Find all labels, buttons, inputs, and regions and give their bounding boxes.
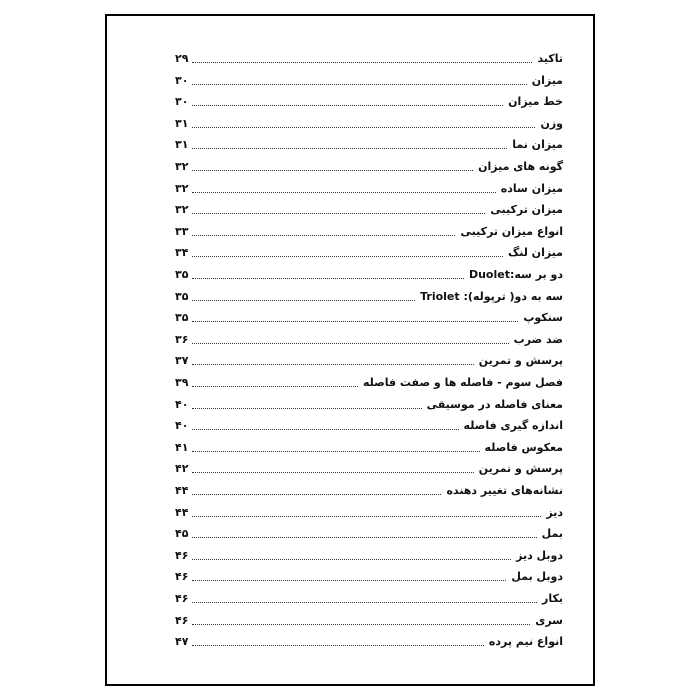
toc-dot-leader <box>192 126 535 128</box>
toc-entry <box>175 303 563 325</box>
toc-entry-page-number: ۴۲ <box>175 462 189 476</box>
toc-entry-page-number: ۴۵ <box>175 527 189 541</box>
toc-entry-page-number: ۴۶ <box>175 613 189 627</box>
toc-entry <box>175 109 563 131</box>
toc-dot-leader <box>192 601 537 603</box>
toc-entry-title: بکار <box>542 592 563 605</box>
toc-entry <box>175 282 563 304</box>
toc-entry-title: انواع نیم پرده <box>488 635 563 649</box>
toc-entry-page-number: ۳۵ <box>175 268 189 281</box>
toc-entry-title: دو بر سه:Duolet <box>468 268 563 281</box>
toc-dot-leader <box>192 104 503 106</box>
toc-dot-leader <box>192 320 518 322</box>
toc-entry-title: سه به دو( ترپوله): Triolet <box>420 289 563 303</box>
toc-dot-leader <box>192 147 507 149</box>
toc-entry-title: دوبل دیز <box>516 548 563 562</box>
toc-entry-title: معنای فاصله در موسیقی <box>426 397 563 411</box>
toc-entry-page-number: ۳۲ <box>175 203 189 217</box>
toc-entry <box>175 217 563 239</box>
toc-entry-title: انواع میزان ترکیبی <box>460 224 563 238</box>
toc-entry-page-number: ۴۶ <box>175 548 189 562</box>
toc-entry <box>175 562 563 584</box>
toc-entry <box>175 346 563 368</box>
table-of-contents <box>107 16 593 684</box>
toc-entry <box>175 476 563 498</box>
toc-entry <box>175 541 563 563</box>
toc-dot-leader <box>192 169 473 171</box>
toc-entry-title: دیز <box>546 505 563 519</box>
toc-entry-page-number: ۴۴ <box>175 484 189 497</box>
toc-entry-title: تاکید <box>537 52 563 65</box>
toc-entry-page-number: ۳۱ <box>175 138 189 152</box>
toc-entry <box>175 498 563 520</box>
toc-entry-title: میزان ترکیبی <box>490 203 563 217</box>
toc-dot-leader <box>192 558 511 560</box>
toc-entry <box>175 66 563 88</box>
toc-dot-leader <box>192 493 441 495</box>
toc-entry-page-number: ۳۹ <box>175 376 189 389</box>
toc-entry-page-number: ۳۱ <box>175 116 189 130</box>
toc-dot-leader <box>192 515 541 517</box>
toc-dot-leader <box>192 212 485 214</box>
toc-entry-title: ضد ضرب <box>513 332 563 346</box>
toc-entry-page-number: ۴۰ <box>175 397 189 411</box>
toc-entry-page-number: ۳۲ <box>175 160 189 173</box>
toc-dot-leader <box>192 536 537 538</box>
toc-dot-leader <box>192 191 496 193</box>
toc-entry-title: بمل <box>541 527 563 541</box>
toc-entry-title: سری <box>535 613 563 627</box>
toc-entry <box>175 454 563 476</box>
toc-entry-title: میزان ساده <box>500 181 563 195</box>
toc-dot-leader <box>192 299 415 301</box>
toc-dot-leader <box>192 623 530 625</box>
toc-entry <box>175 44 563 66</box>
toc-entry-page-number: ۴۷ <box>175 635 189 649</box>
toc-entry-page-number: ۳۵ <box>175 311 189 325</box>
document-page <box>105 14 595 686</box>
toc-entry <box>175 519 563 541</box>
toc-dot-leader <box>192 61 532 63</box>
toc-entry-page-number: ۳۶ <box>175 332 189 346</box>
toc-entry <box>175 152 563 174</box>
toc-entry <box>175 174 563 196</box>
toc-entry-page-number: ۴۰ <box>175 419 189 433</box>
toc-entry-title: گونه های میزان <box>478 160 563 173</box>
toc-entry <box>175 87 563 109</box>
toc-entry-page-number: ۴۶ <box>175 570 189 584</box>
toc-entry-title: میزان <box>531 73 563 87</box>
toc-entry <box>175 606 563 628</box>
toc-entry <box>175 584 563 606</box>
toc-entry-page-number: ۴۱ <box>175 440 189 454</box>
toc-dot-leader <box>192 644 484 646</box>
toc-dot-leader <box>192 277 464 279</box>
toc-entry-page-number: ۳۴ <box>175 246 189 260</box>
toc-entry <box>175 130 563 152</box>
toc-dot-leader <box>192 385 358 387</box>
toc-entry <box>175 411 563 433</box>
toc-entry-page-number: ۴۴ <box>175 505 189 519</box>
toc-entry-title: میزان لنگ <box>507 246 563 260</box>
toc-entry-title: پرسش و تمرین <box>478 354 563 368</box>
toc-entry <box>175 325 563 347</box>
toc-entry-page-number: ۳۲ <box>175 181 189 195</box>
toc-dot-leader <box>192 234 455 236</box>
toc-dot-leader <box>192 342 509 344</box>
toc-entry-title: نشانه‌های تغییر دهنده <box>446 484 563 497</box>
toc-entry-page-number: ۳۰ <box>175 73 189 87</box>
toc-entry-page-number: ۳۰ <box>175 95 189 109</box>
toc-entry <box>175 390 563 412</box>
toc-entry-page-number: ۲۹ <box>175 52 189 65</box>
toc-entry-page-number: ۳۵ <box>175 289 189 303</box>
toc-entry-title: فصل سوم - فاصله ها و صفت فاصله <box>362 376 563 389</box>
toc-dot-leader <box>192 255 503 257</box>
toc-dot-leader <box>192 579 506 581</box>
toc-entry-title: خط میزان <box>508 95 563 109</box>
toc-entry-title: دوبل بمل <box>511 570 563 584</box>
toc-entry <box>175 433 563 455</box>
toc-entry-title: اندازه گیری فاصله <box>463 419 563 433</box>
toc-dot-leader <box>192 407 422 409</box>
toc-dot-leader <box>192 428 459 430</box>
toc-dot-leader <box>192 363 474 365</box>
toc-entry <box>175 627 563 649</box>
toc-dot-leader <box>192 471 474 473</box>
toc-entry <box>175 238 563 260</box>
toc-entry-page-number: ۳۳ <box>175 224 189 238</box>
toc-dot-leader <box>192 83 527 85</box>
toc-entry <box>175 368 563 390</box>
toc-entry-title: میزان نما <box>512 138 563 152</box>
toc-entry-page-number: ۳۷ <box>175 354 189 368</box>
toc-entry-title: وزن <box>540 116 563 130</box>
toc-entry-page-number: ۴۶ <box>175 592 189 605</box>
toc-entry <box>175 195 563 217</box>
toc-dot-leader <box>192 450 480 452</box>
toc-entry-title: معکوس فاصله <box>484 440 563 454</box>
toc-entry <box>175 260 563 282</box>
toc-entry-title: سنکوپ <box>523 311 563 325</box>
toc-entry-title: پرسش و تمرین <box>478 462 563 476</box>
